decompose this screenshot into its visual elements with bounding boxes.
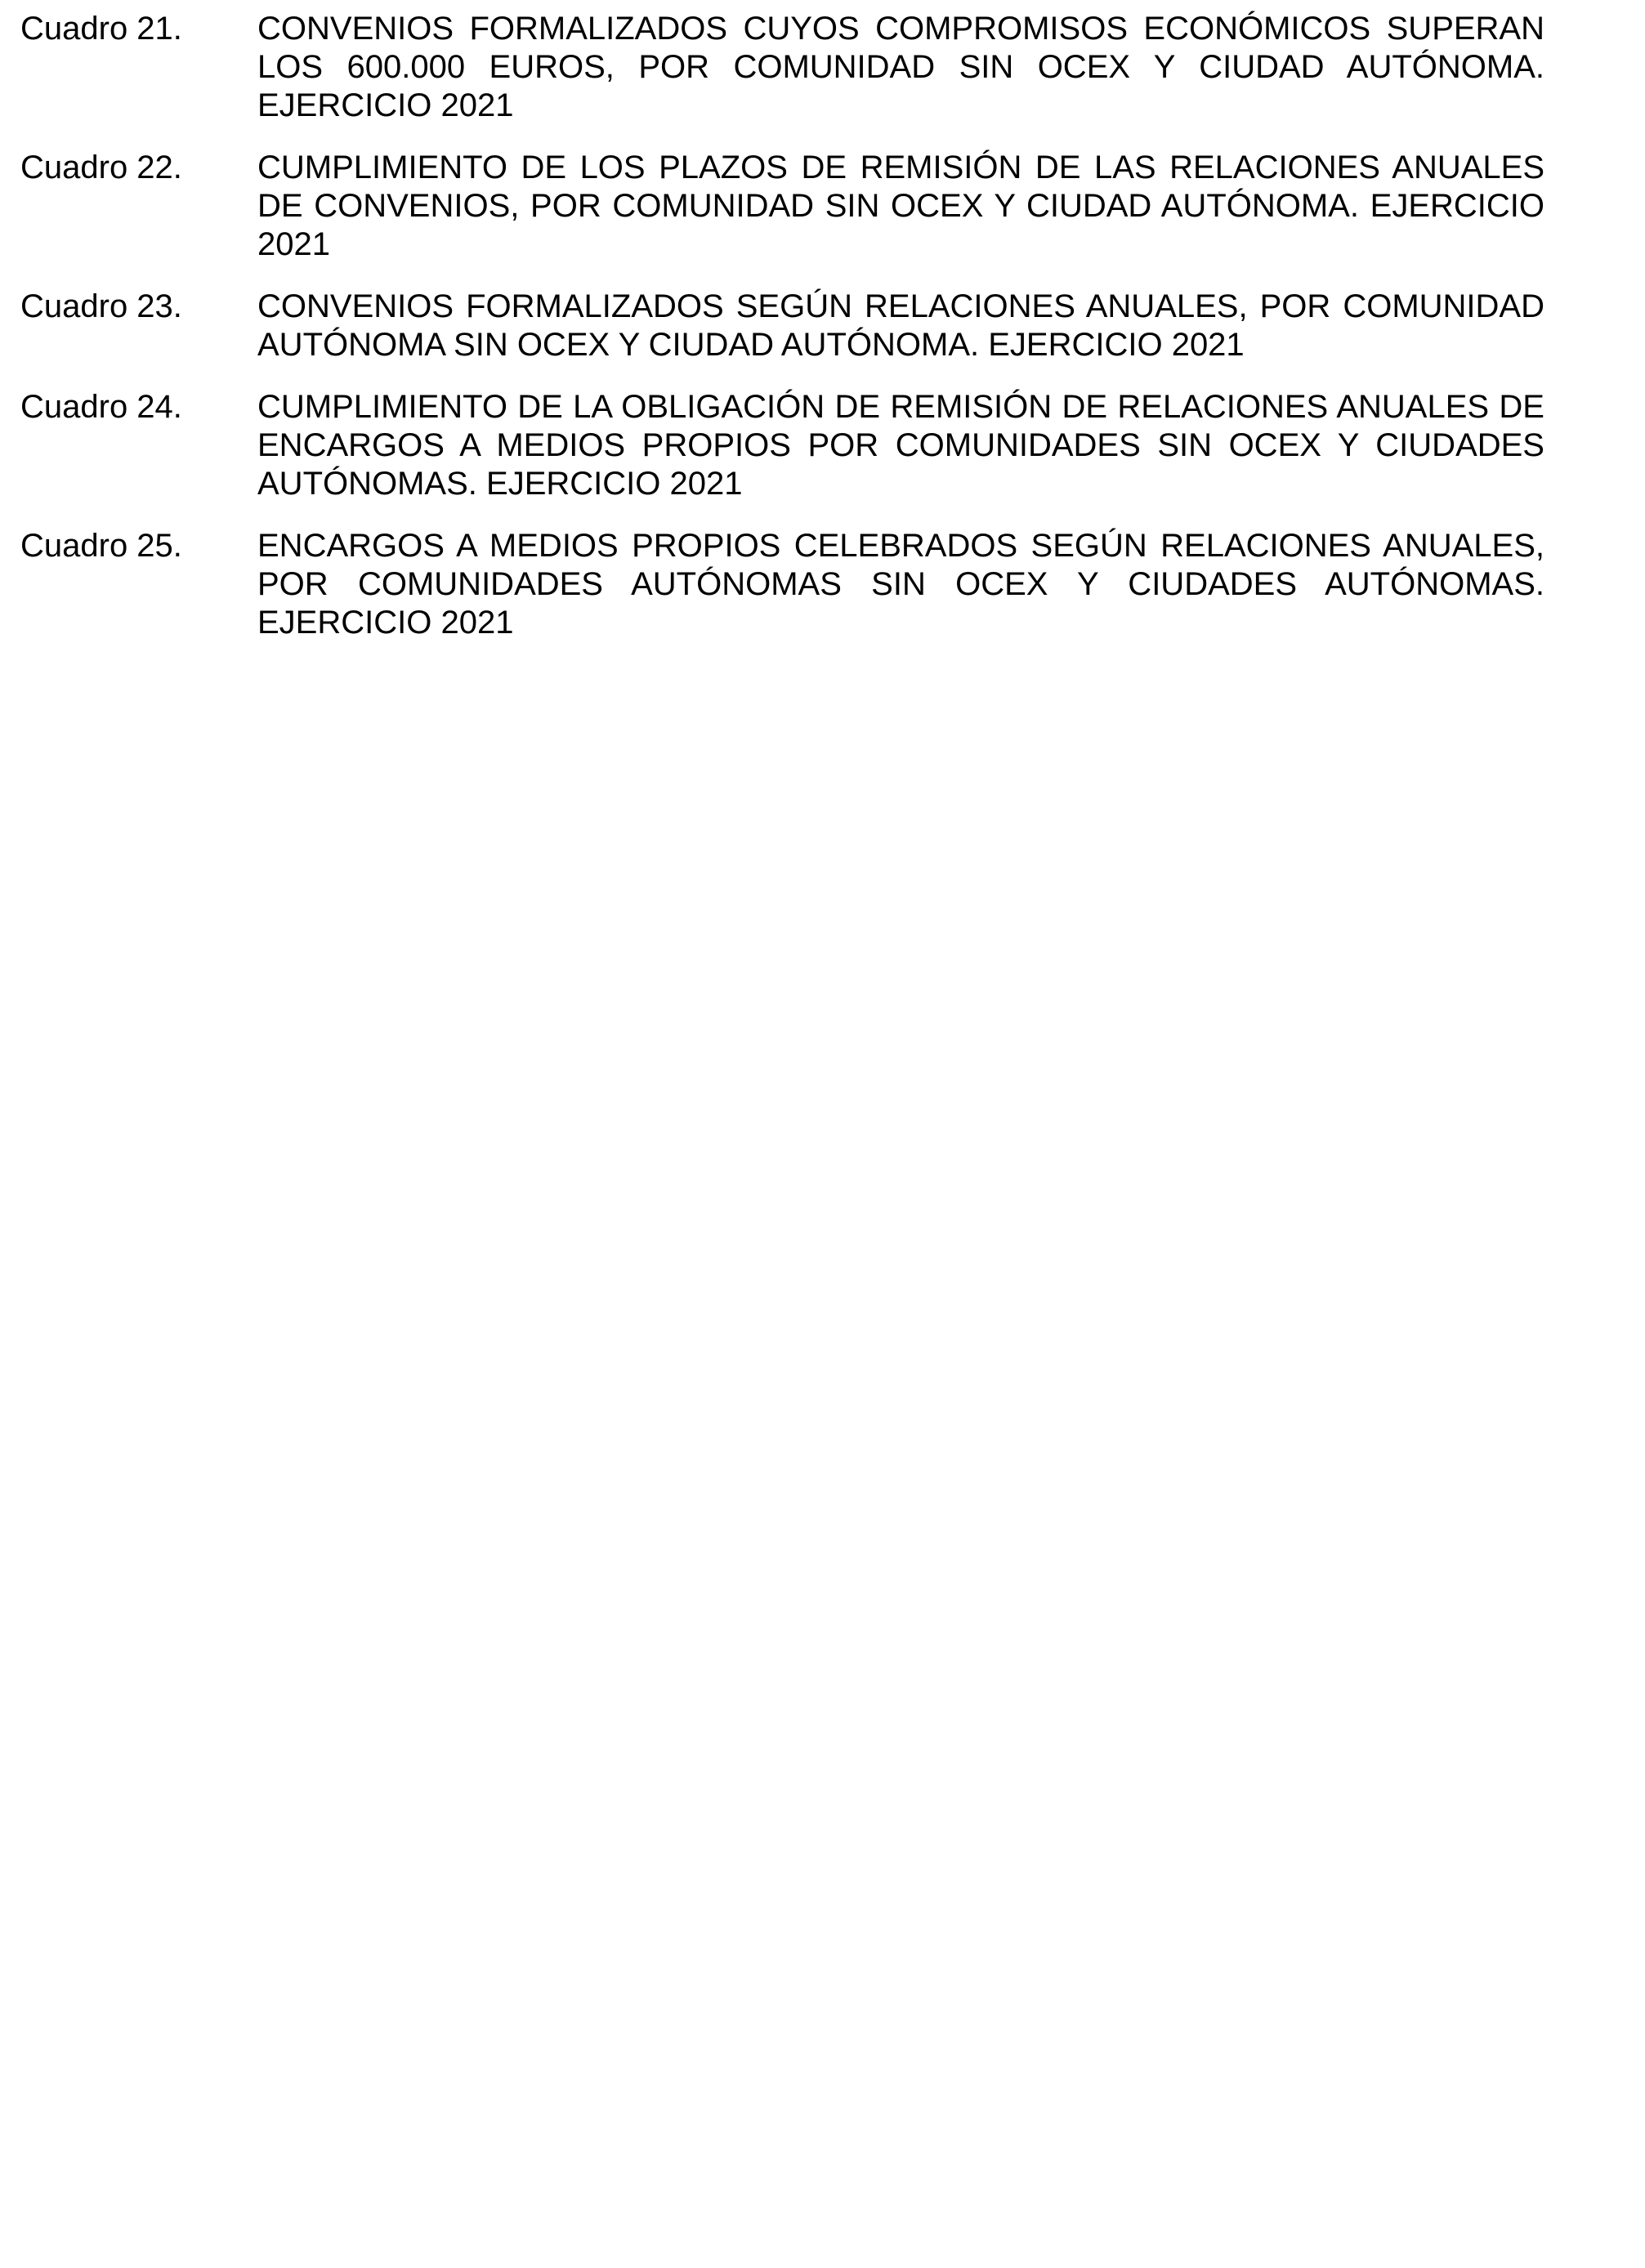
entry-label: Cuadro 25. [20,528,182,564]
entry-label: Cuadro 22. [20,150,182,185]
entry-title: CONVENIOS FORMALIZADOS CUYOS COMPROMISOS ECONÓMICOS SUPERAN LOS 600.000 EUROS, POR COMUNIDAD SIN OCEX Y CIUDAD AUTÓNOMA. EJERCICIO 2021 [257,11,1544,123]
list-item-cuadro-25 [20,527,1544,642]
entry-title: CUMPLIMIENTO DE LOS PLAZOS DE REMISIÓN DE LAS RELACIONES ANUALES DE CONVENIOS, POR COMUNIDAD SIN OCEX Y CIUDAD AUTÓNOMA. EJERCICIO 2021 [257,150,1544,262]
entry-title: CUMPLIMIENTO DE LA OBLIGACIÓN DE REMISIÓN DE RELACIONES ANUALES DE ENCARGOS A MEDIOS PROPIOS POR COMUNIDADES SIN OCEX Y CIUDADES AUTÓNOMAS. EJERCICIO 2021 [257,389,1544,502]
table-of-tables-list [20,10,1544,666]
entry-title: CONVENIOS FORMALIZADOS SEGÚN RELACIONES ANUALES, POR COMUNIDAD AUTÓNOMA SIN OCEX Y CIUDAD AUTÓNOMA. EJERCICIO 2021 [257,288,1544,363]
list-item-cuadro-23 [20,288,1544,364]
entry-label: Cuadro 23. [20,288,182,324]
list-item-cuadro-22 [20,149,1544,264]
entry-title: ENCARGOS A MEDIOS PROPIOS CELEBRADOS SEGÚN RELACIONES ANUALES, POR COMUNIDADES AUTÓNOMAS SIN OCEX Y CIUDADES AUTÓNOMAS. EJERCICIO 2021 [257,528,1544,641]
list-item-cuadro-21 [20,10,1544,125]
entry-label: Cuadro 21. [20,11,182,47]
list-item-cuadro-24 [20,388,1544,503]
entry-label: Cuadro 24. [20,389,182,425]
